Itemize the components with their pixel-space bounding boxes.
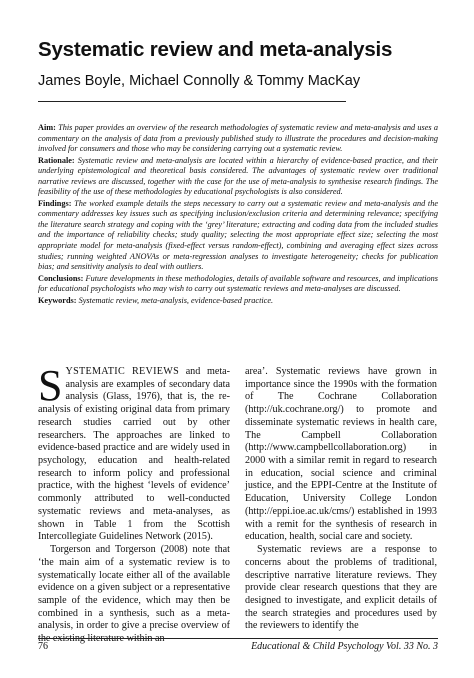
body-paragraph — [38, 361, 230, 544]
body-column-right — [245, 366, 437, 633]
abstract-rationale — [38, 156, 438, 198]
abstract-findings-text: The worked example details the steps necessary to carry out a systematic review and meta-analysis and the commentary addresses key issues such as specifying inclusion/exclusion criteria and determining relevance; specifying the literature search strategy and coping with the ‘grey’ literature; extracting and coding data from the included studies and the importance of reliability checks; study quality; selecting the most appropriate effect size; selecting the most appropriate model for meta-analysis (fixed-effect versus random-effect), combining and averaging effect sizes across studies; running weighted ANOVAs or meta-regression analyses to investigate heterogeneity; checks for publication bias; and sensitivity analysis to deal with outliers. — [38, 198, 438, 272]
article-authors: James Boyle, Michael Connolly & Tommy MacKay — [38, 73, 361, 89]
drop-cap: S — [38, 361, 63, 410]
abstract-conclusions-text: Future developments in these methodologies, details of available software and resources, and implications for educational psychologists who may wish to carry out systematic reviews and meta-analyses are discussed. — [38, 273, 438, 294]
abstract-findings — [38, 199, 438, 273]
abstract-rationale-text: Systematic review and meta-analysis are located within a hierarchy of evidence-based practice, and their underlying epistemological and theoretical basis considered. The advantages of systematic review over traditional narrative reviews are discussed, together with the case for the use of meta-analysis to synthesise research findings. The feasibility of the use of these methodologies by educational psychologists is also considered. — [38, 155, 438, 197]
header-rule — [38, 101, 346, 102]
abstract-keywords — [38, 296, 438, 307]
footer-rule — [38, 638, 438, 639]
body-paragraph: area’. Systematic reviews have grown in importance since the 1990s with the formation of The Cochrane Collaboration (http://uk.cochrane.org/) to promote and disseminate systematic reviews in health care, The Campbell Collaboration (http://www.campbellcollaboration.org) in 2000 with a similar remit in regard to research in education, social science and criminal justice, and the EPPI-Centre at the Institute of Education, University College London (http://eppi.ioe.ac.uk/cms/) established in 1993 with a remit for the synthesis of research in education, health, social care and society. — [245, 366, 437, 543]
abstract-aim-text: This paper provides an overview of the research methodologies of systematic review and meta-analysis and uses a commentary on the analysis of data from a previously published study to illustrate the procedures and decision-making involved for consumers and those who may be considering carrying out a systematic review. — [38, 123, 439, 154]
abstract-aim — [38, 123, 438, 155]
abstract — [38, 123, 438, 307]
journal-citation: Educational & Child Psychology Vol. 33 No. 3 — [251, 641, 438, 652]
abstract-conclusions-label: Conclusions: — [38, 273, 84, 283]
abstract-conclusions — [38, 274, 438, 295]
body-paragraph-text: and meta-analysis are examples of secondary data analysis (Glass, 1976), that is, the re-analysis of existing original data from primary research studies carried out by other researchers. The approaches are linked to evidence-based practice and are widely used in psychology, education and health-related research to inform policy and professional practice, with the highest ‘levels of evidence’ commonly attributed to well-conducted systematic reviews and meta-analyses, as shown in Table 1 from the Scottish Intercollegiate Guidelines Network (2015). — [38, 366, 230, 543]
lead-in-caps: YSTEMATIC REVIEWS — [65, 366, 180, 377]
abstract-keywords-text: Systematic review, meta-analysis, evidence-based practice. — [78, 295, 274, 305]
abstract-keywords-label: Keywords: — [38, 295, 77, 305]
body-paragraph: Torgerson and Torgerson (2008) note that ‘the main aim of a systematic review is to systematically locate either all of the available evidence on a given subject or a representative sample of the evidence, which may then be combined in a synthesis, such as a meta-analysis, in order to give a precise overview of the existing literature within an — [38, 544, 230, 645]
abstract-aim-label: Aim: — [38, 123, 56, 132]
abstract-rationale-label: Rationale: — [38, 155, 75, 165]
body-column-left — [38, 361, 230, 646]
abstract-findings-label: Findings: — [38, 198, 72, 208]
article-title: Systematic review and meta-analysis — [38, 38, 393, 61]
body-paragraph: Systematic reviews are a response to concerns about the problems of traditional, descriptive narrative literature reviews. They provide clear research questions that they are designed to investigate, and explicit details of the search strategies and procedures used by the reviewers to identify the — [245, 544, 437, 632]
page-number: 76 — [38, 641, 48, 652]
